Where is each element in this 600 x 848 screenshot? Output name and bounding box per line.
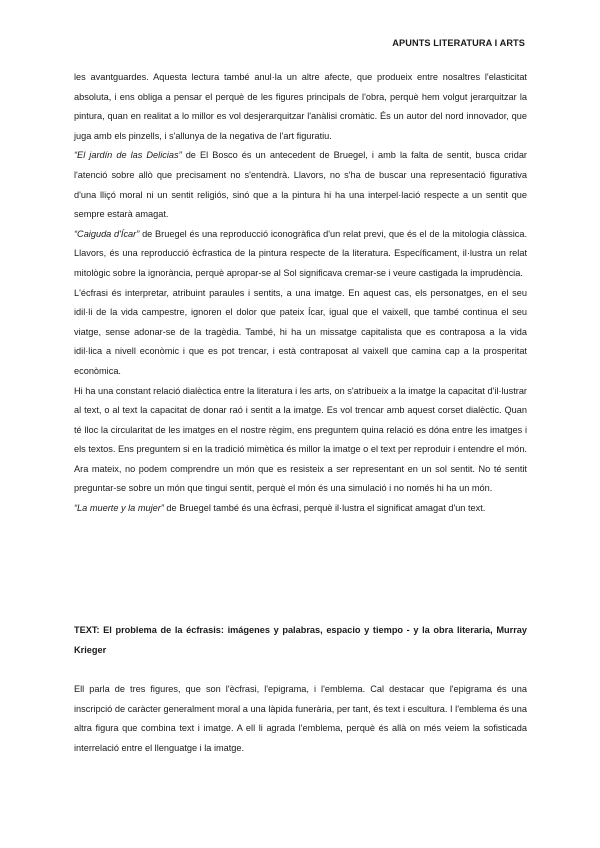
notes-body	[74, 68, 527, 519]
artwork-title: “La muerte y la mujer”	[74, 503, 164, 514]
paragraph: Hi ha una constant relació dialèctica entre la literatura i les arts, on s'atribueix a la imatge la capacitat d'il·lustrar al text, o al text la capacitat de donar raó i sentit a la imatge. Es vol trencar amb aquest corset dialèctic. Quan té lloc la circularitat de les imatges en el nostre règim, ens preguntem quina relació es dóna entre les imatges i els textos. Ens preguntem si en la tradició mimètica és millor la imatge o el text per reproduir i entendre el món. Ara mateix, no podem comprendre un món que es resisteix a ser representant en un sol sentit. No té sentit preguntar-se sobre un món que tingui sentit, perquè el món és una simulació i no només hi ha un món.	[74, 385, 527, 494]
paragraph: “Caiguda d'Ícar” de Bruegel és una reproducció iconogràfica d'un relat previ, que és el de la mitologia clàssica. Llavors, és una reproducció ècfrastica de la pintura respecte de la literatura. Específicament, il·lustra un relat mitològic sobre la ignorància, perquè apropar-se al Sol significava cremar-se i veure castigada la imprudència.	[74, 228, 528, 278]
paragraph: “La muerte y la mujer” de Bruegel també és una ècfrasi, perquè il·lustra el significat amagat d'un text.	[74, 503, 486, 514]
paragraph: L'écfrasi és interpretar, atribuint paraules i sentits, a una imatge. En aquest cas, els personatges, en el seu idil·li de la vida campestre, ignoren el dolor que pateix Ícar, igual que el vaixell, que també continua el seu viatge, sense adonar-se de la tragèdia. També, hi ha un missatge capitalista que es contraposa a la vida idil·lica a nivell econòmic i que es pot trencar, i està contraposat al vaixell que camina cap a la prosperitat econòmica.	[74, 287, 527, 376]
artwork-title: “Caiguda d'Ícar”	[74, 228, 140, 239]
artwork-title: “El jardín de las Delicias”	[74, 150, 182, 161]
section-title: TEXT: El problema de la écfrasis: imágenes y palabras, espacio y tiempo - y la obra literaria, Murray Krieger	[74, 625, 527, 655]
paragraph: “El jardín de las Delicias” de El Bosco és un antecedent de Bruegel, i amb la falta de sentit, busca cridar l'atenció sobre allò que precisament no s'entendrà. Llavors, no s'ha de buscar una representació figurativa d'una lliçó moral ni un sentit religiós, sinó que a la pintura hi ha una interpel·lació respecte a un sentit que sempre estarà amagat.	[74, 150, 527, 220]
paragraph: les avantguardes. Aquesta lectura també anul·la un altre afecte, que produeix entre nosaltres l'elasticitat absoluta, i ens obliga a pensar el perquè de les figures principals de l'obra, perquè hem volgut jerarquitzar la pintura, quan en realitat a lo millor es vol desjerarquitzar l'anàlisi cromàtic. És un autor del nord innovador, que juga amb els pinzells, i s'allunya de la negativa de l'art figuratiu.	[74, 72, 527, 141]
page-header: APUNTS LITERATURA I ARTS	[392, 38, 525, 48]
section-body: Ell parla de tres figures, que son l'ècfrasi, l'epigrama, i l'emblema. Cal destacar que l'epigrama és una inscripció de caràcter generalment moral a una làpida funerària, per tant, és text i escultura. I l'emblema és una altra figura que combina text i imatge. A ell li agrada l'emblema, perquè és allà on més veiem la sofisticada interrelació entre el llenguatge i la imatge.	[74, 684, 527, 753]
